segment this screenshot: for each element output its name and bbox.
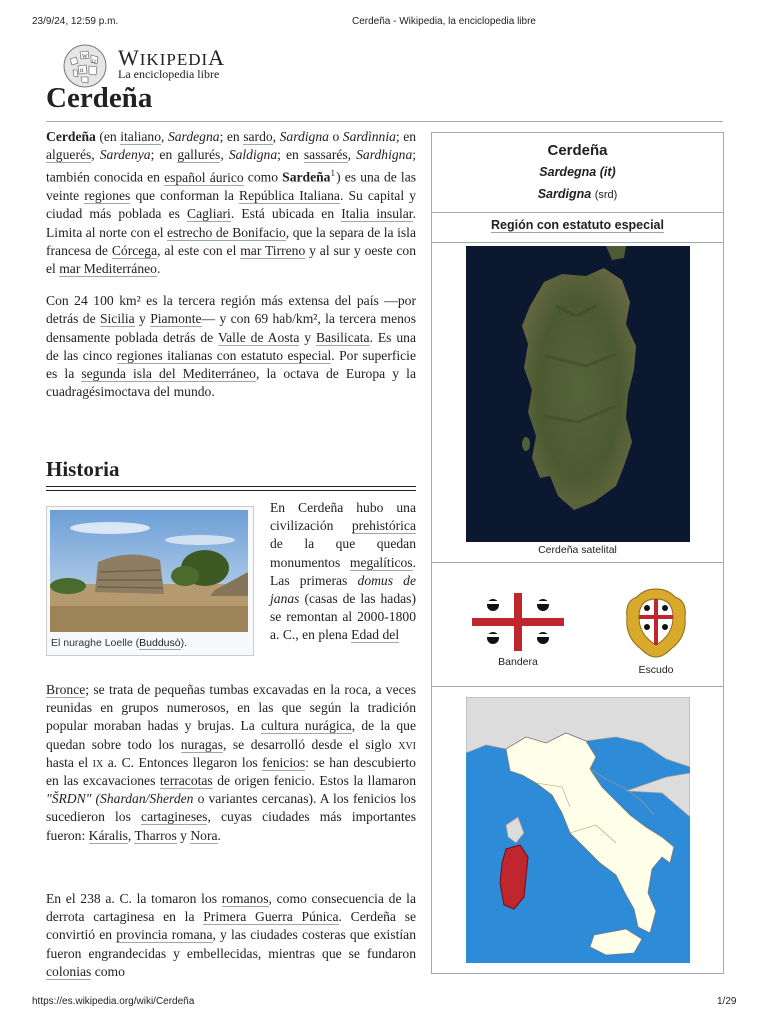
coat-caption: Escudo <box>638 664 674 676</box>
infobox-name-srd: Sardigna (srd) <box>537 187 618 201</box>
link-provincia-romana[interactable]: provincia romana <box>116 927 213 943</box>
link-edad-del[interactable]: Edad del <box>351 627 400 643</box>
link-nora[interactable]: Nora <box>190 827 218 843</box>
link-italiano[interactable]: italiano <box>120 129 162 144</box>
historia-paragraph-1-bottom: Bronce; se trata de pequeñas tumbas excavadas en la roca, a veces reunidas en grupos numerosos, en las que según la tradición popular moraban hadas y brujas. La cultura nurágica, de la que quedan sobre todo los nuragas, se desarrolló desde el siglo xvi hasta el ix a. C. Entonces llegaron los fenicios: se han descubierto en las excavaciones terracotas de origen fenicio. Estos la llamaron "ŠRDN" (Shardan/Sherden o variantes cercanas). A los fenicios los sucedieron los cartagineses, cuyas ciudades más importantes fueron: Káralis, Tharros y Nora. <box>46 682 417 843</box>
wikipedia-wordmark: WIKIPEDIA <box>118 45 226 70</box>
coat-of-arms[interactable] <box>623 587 689 659</box>
link-republica-italiana[interactable]: República Italiana <box>239 188 340 204</box>
link-terracotas[interactable]: terracotas <box>159 773 213 789</box>
flag-caption: Bandera <box>498 656 538 668</box>
link-mar-tirreno[interactable]: mar Tirreno <box>240 242 306 258</box>
link-sicilia[interactable]: Sicilia <box>99 311 135 327</box>
link-corcega[interactable]: Córcega <box>111 242 158 258</box>
link-cartagineses[interactable]: cartagineses <box>141 809 208 825</box>
infobox-name-it: Sardegna (it) <box>539 165 616 179</box>
link-valle-aosta[interactable]: Valle de Aosta <box>217 329 300 345</box>
link-alguerés[interactable]: alguerés <box>46 147 92 163</box>
link-megaliticos[interactable]: megalíticos <box>349 554 413 570</box>
link-sassarés[interactable]: sassarés <box>303 147 348 163</box>
infobox-satellite-row <box>432 242 723 563</box>
nuraghe-thumbnail[interactable] <box>46 506 254 656</box>
infobox-symbols-row <box>432 562 723 687</box>
section-heading-historia: Historia <box>46 457 120 481</box>
italy-locator-map[interactable] <box>466 697 690 963</box>
link-italia-insular[interactable]: Italia insular <box>341 206 413 222</box>
link-tharros[interactable]: Tharros <box>134 827 177 843</box>
link-bronce[interactable]: Bronce <box>46 682 86 697</box>
link-sardo[interactable]: sardo <box>243 129 273 144</box>
infobox <box>431 132 724 974</box>
link-regiones-estatuto[interactable]: regiones italianas con estatuto especial <box>116 347 332 363</box>
link-nuragas[interactable]: nuragas <box>180 736 223 752</box>
nuraghe-photo <box>50 510 248 632</box>
intro-paragraph-1: Cerdeña (en italiano, Sardegna; en sardo, Sardigna o Sardìnnia; en alguerés, Sardenya; en gallurés, Saldigna; en sassarés, Sardhigna; también conocida en español áurico como Sardeña$^1$ ) es una de las veinte regiones que conforman la República Italiana. Su capital y ciudad más poblada es Cagliari. Está ubicada en Italia insular. Limita al norte con el estrecho de Bonifacio, que la separa de la isla francesa de Córcega, al este con el mar Tirreno y al sur y oeste con el mar Mediterráneo. <box>46 129 417 276</box>
link-primera-guerra-punica[interactable]: Primera Guerra Púnica <box>203 909 339 925</box>
link-karalis[interactable]: Káralis <box>88 827 128 843</box>
flag-of-sardinia[interactable] <box>472 593 564 651</box>
link-basilicata[interactable]: Basilicata <box>315 329 370 345</box>
link-segunda-isla[interactable]: segunda isla del Mediterráneo <box>81 365 256 381</box>
infobox-title: Cerdeña <box>547 142 608 159</box>
svg-text:И: И <box>80 69 84 74</box>
link-estrecho-bonifacio[interactable]: estrecho de Bonifacio <box>167 224 286 240</box>
intro-paragraph-2: Con 24 100 km² es la tercera región más extensa del país —por detrás de Sicilia y Piamonte— y con 69 hab/km², la tercera menos densamente poblada detrás de Valle de Aosta y Basilicata. Es una de las cinco regiones italianas con estatuto especial. Por superficie es la segunda isla del Mediterráneo, la octava de Europa y la cuadragésimoctava del mundo. <box>46 293 417 400</box>
link-regiones[interactable]: regiones <box>84 188 131 204</box>
satellite-caption: Cerdeña satelital <box>538 544 617 556</box>
title-divider <box>46 121 723 122</box>
link-piamonte[interactable]: Piamonte <box>150 311 202 327</box>
link-romanos[interactable]: romanos <box>221 891 269 906</box>
link-cultura-nuragica[interactable]: cultura nurágica <box>260 718 352 734</box>
link-region-estatuto-especial[interactable]: Región con estatuto especial <box>491 218 664 232</box>
link-fenicios[interactable]: fenicios <box>262 754 306 770</box>
link-cagliari[interactable]: Cagliari <box>187 206 231 222</box>
section-divider <box>46 486 416 491</box>
link-prehistorica[interactable]: prehistórica <box>351 518 416 534</box>
infobox-locator-row <box>432 686 723 973</box>
infobox-type-row <box>432 212 723 243</box>
article-intro <box>46 128 416 415</box>
historia-paragraph-2: En el 238 a. C. la tomaron los romanos, como consecuencia de la derrota cartaginesa en la Primera Guerra Púnica. Cerdeña se convirtió en provincia romana, y las ciudades costeras que existían fueron engrandecidas y embellecidas, mientras que se fundaron colonias como <box>46 891 417 979</box>
satellite-image[interactable] <box>466 246 690 542</box>
print-page-title: Cerdeña - Wikipedia, la enciclopedia libre <box>352 16 536 27</box>
thumbnail-caption: El nuraghe Loelle (Buddusò). <box>51 637 188 649</box>
print-datetime: 23/9/24, 12:59 p.m. <box>32 16 119 27</box>
link-budduso[interactable]: Buddusò <box>139 637 181 649</box>
svg-text:Ω: Ω <box>92 60 96 65</box>
print-url: https://es.wikipedia.org/wiki/Cerdeña <box>32 996 195 1007</box>
link-mar-mediterraneo[interactable]: mar Mediterráneo <box>59 260 157 276</box>
wikipedia-tagline: La enciclopedia libre <box>118 67 220 81</box>
link-colonias[interactable]: colonias <box>46 963 92 979</box>
svg-text:W: W <box>82 54 88 60</box>
historia-paragraph-1-top: En Cerdeña hubo una civilización prehistórica de la que quedan monumentos megalíticos. Las primeras domus de janas (casas de las hadas) se remontan al 2000-1800 a. C., en plena Edad del <box>270 500 417 643</box>
print-page-number: 1/29 <box>717 996 737 1007</box>
page-title: Cerdeña <box>46 82 153 114</box>
link-gallurés[interactable]: gallurés <box>177 147 221 163</box>
link-espanol-aurico[interactable]: español áurico <box>164 169 244 185</box>
